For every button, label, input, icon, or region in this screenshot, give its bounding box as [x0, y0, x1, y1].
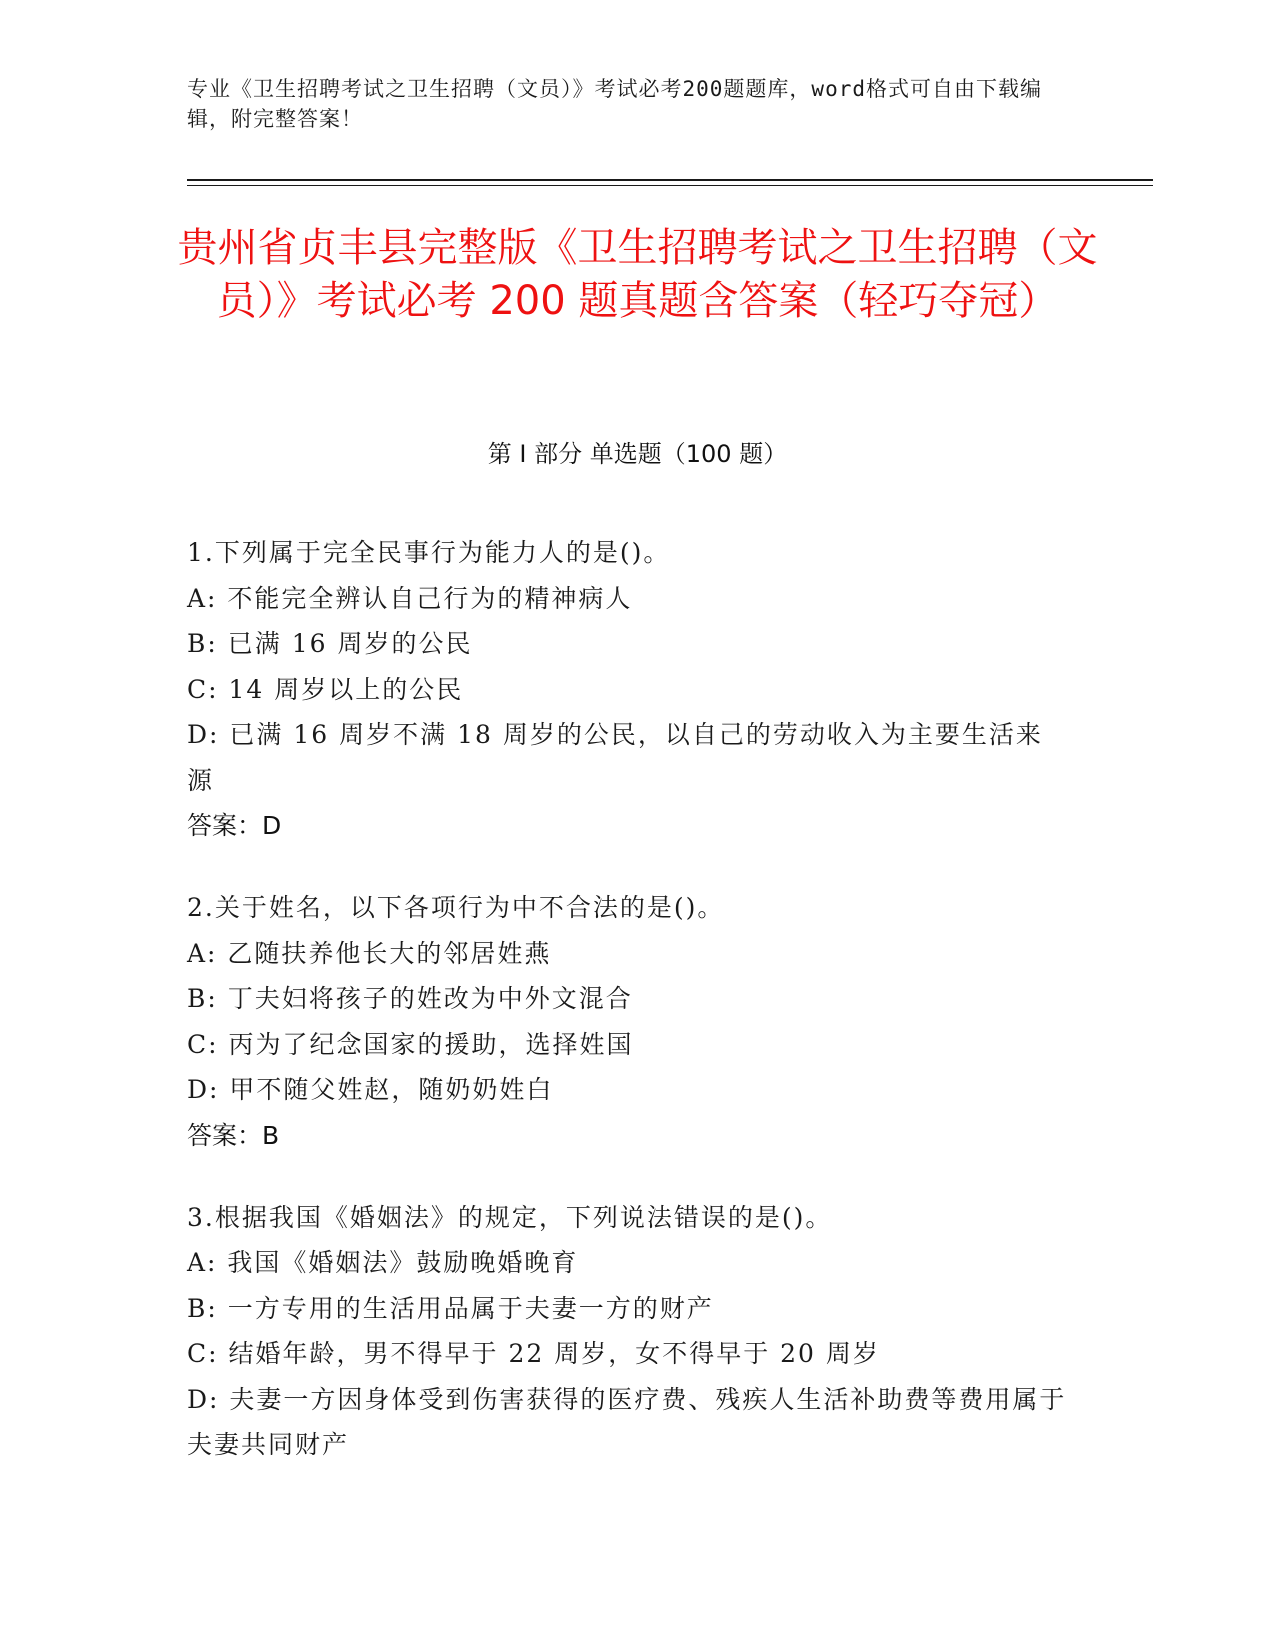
option-a: A: 不能完全辨认自己行为的精神病人 [187, 583, 633, 613]
option-d: D: 甲不随父姓赵，随奶奶姓白 [187, 1075, 554, 1104]
option-c: C: 结婚年龄，男不得早于 22 周岁，女不得早于 20 周岁 [187, 1339, 880, 1368]
header-divider-thick [187, 179, 1153, 181]
question-2 [187, 885, 1067, 1158]
answer: 答案：D [187, 811, 282, 840]
option-b: B: 已满 16 周岁的公民 [187, 629, 473, 658]
option-d: D: 夫妻一方因身体受到伤害获得的医疗费、残疾人生活补助费等费用属于夫妻共同财产 [187, 1384, 1067, 1459]
question-stem: 1.下列属于完全民事行为能力人的是()。 [187, 538, 671, 567]
option-a: A: 乙随扶养他长大的邻居姓燕 [187, 938, 552, 968]
document-title: 贵州省贞丰县完整版《卫生招聘考试之卫生招聘（文员）》考试必考 200 题真题含答案（轻巧夺冠） [177, 225, 1098, 324]
question-3 [187, 1195, 1067, 1468]
question-1 [187, 530, 1067, 848]
option-c: C: 14 周岁以上的公民 [187, 674, 464, 704]
option-a: A: 我国《婚姻法》鼓励晚婚晚育 [187, 1248, 579, 1277]
header-note: 专业《卫生招聘考试之卫生招聘（文员）》考试必考200题题库，word格式可自由下载编辑，附完整答案！ [187, 77, 1042, 131]
header-divider-thin [187, 185, 1153, 186]
option-c: C: 丙为了纪念国家的援助，选择姓国 [187, 1029, 634, 1059]
question-stem: 3.根据我国《婚姻法》的规定，下列说法错误的是()。 [187, 1202, 833, 1232]
option-d: D: 已满 16 周岁不满 18 周岁的公民，以自己的劳动收入为主要生活来源 [187, 720, 1043, 795]
section-title: 第 I 部分 单选题（100 题） [487, 440, 788, 468]
answer: 答案：B [187, 1120, 280, 1150]
question-list [187, 530, 1067, 1505]
option-b: B: 丁夫妇将孩子的姓改为中外文混合 [187, 984, 633, 1013]
question-stem: 2.关于姓名，以下各项行为中不合法的是()。 [187, 893, 725, 922]
option-b: B: 一方专用的生活用品属于夫妻一方的财产 [187, 1293, 714, 1323]
